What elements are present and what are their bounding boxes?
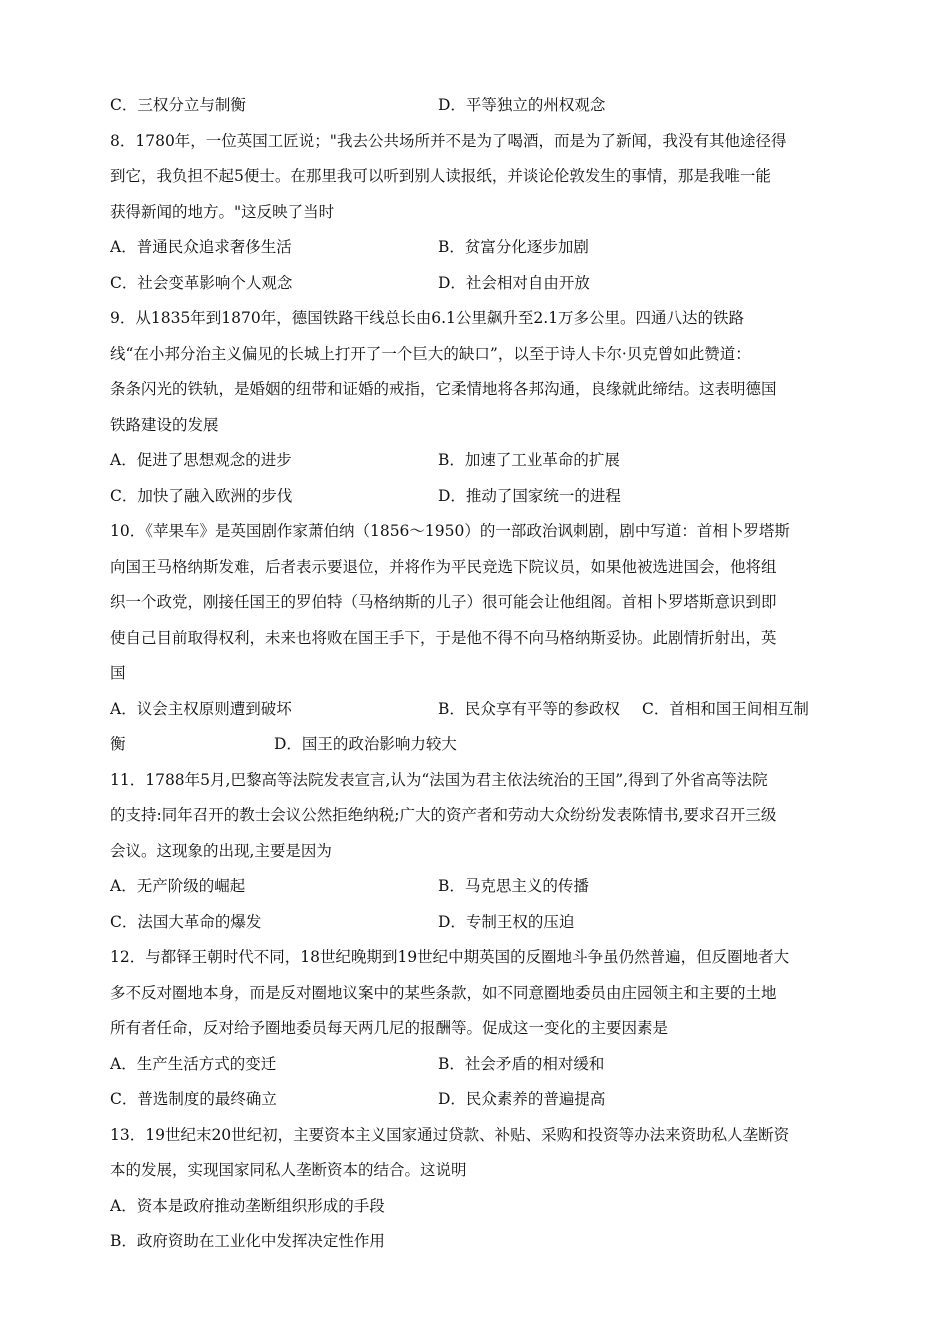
q12-option-d[interactable]: D．民众素养的普遍提高 (438, 1090, 606, 1108)
q7-option-d[interactable]: D．平等独立的州权观念 (438, 96, 606, 114)
q8-option-a[interactable]: A．普通民众追求奢侈生活 (110, 238, 292, 256)
q8-options-row-cd (110, 266, 840, 302)
q10-option-c-continued[interactable]: 衡 (110, 735, 126, 753)
question-10 (110, 514, 840, 763)
q8-stem-line: 8．1780年，一位英国工匠说；"我去公共场所并不是为了喝酒，而是为了新闻，我没有其他途径得 (110, 131, 787, 150)
q8-stem-line: 到它，我负担不起5便士。在那里我可以听到别人读报纸，并谈论伦敦发生的事情，那是我唯一能 (110, 167, 771, 185)
q10-option-d[interactable]: D．国王的政治影响力较大 (274, 735, 457, 753)
q12-option-a[interactable]: A．生产生活方式的变迁 (110, 1054, 277, 1073)
q12-stem-line: 12．与都铎王朝时代不同，18世纪晚期到19世纪中期英国的反圈地斗争虽仍然普遍，但反圈地者大 (110, 948, 790, 966)
q11-stem-line: 的支持:同年召开的教士会议公然拒绝纳税;广大的资产者和劳动大众纷纷发表陈情书,要求召开三级 (110, 806, 777, 824)
question-13 (110, 1118, 840, 1260)
q9-option-a[interactable]: A．促进了思想观念的进步 (110, 451, 292, 469)
q11-options-row-ab (110, 869, 840, 905)
q9-options-row-ab (110, 443, 840, 479)
q10-stem-line: 向国王马格纳斯发难，后者表示要退位，并将作为平民竞选下院议员，如果他被选进国会，他将组 (110, 557, 777, 576)
q9-stem-line: 铁路建设的发展 (110, 415, 219, 434)
q9-option-d[interactable]: D．推动了国家统一的进程 (438, 486, 621, 505)
q9-option-c[interactable]: C．加快了融入欧洲的步伐 (110, 486, 293, 505)
q13-stem-line: 本的发展，实现国家同私人垄断资本的结合。这说明 (110, 1161, 467, 1179)
q11-option-a[interactable]: A．无产阶级的崛起 (110, 877, 246, 895)
q11-option-d[interactable]: D．专制王权的压迫 (438, 912, 575, 931)
q8-option-d[interactable]: D．社会相对自由开放 (438, 273, 590, 292)
q8-stem-line: 获得新闻的地方。"这反映了当时 (110, 202, 335, 221)
q12-stem-line: 多不反对圈地本身，而是反对圈地议案中的某些条款，如不同意圈地委员由庄园领主和主要的土地 (110, 983, 777, 1002)
q9-stem-line: 条条闪光的铁轨，是婚姻的纽带和证婚的戒指，它柔情地将各邦沟通，良缘就此缔结。这表明德国 (110, 380, 777, 398)
q12-options-row-cd (110, 1082, 840, 1118)
q10-stem-line: 织一个政党，刚接任国王的罗伯特（马格纳斯的儿子）很可能会让他组阁。首相卜罗塔斯意识到即 (110, 593, 777, 611)
q8-options-row-ab (110, 230, 840, 266)
question-11 (110, 763, 840, 941)
q7-options-row-cd (110, 88, 840, 124)
q10-option-b[interactable]: B．民众享有平等的参政权 (438, 699, 620, 718)
q7-option-c[interactable]: C．三权分立与制衡 (110, 96, 246, 114)
q9-option-b[interactable]: B．加速了工业革命的扩展 (438, 451, 620, 469)
q10-stem-line: 国 (110, 664, 126, 682)
q13-option-b[interactable]: B．政府资助在工业化中发挥决定性作用 (110, 1232, 385, 1250)
q10-options-row-abc (110, 692, 840, 728)
q9-stem-line: 9．从1835年到1870年，德国铁路干线总长由6.1公里飙升至2.1万多公里。四通八达的铁路 (110, 309, 745, 327)
q11-option-c[interactable]: C．法国大革命的爆发 (110, 912, 262, 931)
q13-option-a[interactable]: A．资本是政府推动垄断组织形成的手段 (110, 1196, 385, 1215)
q10-stem-line: 使自己目前取得权利，未来也将败在国王手下，于是他不得不向马格纳斯妥协。此剧情折射出，英 (110, 628, 777, 647)
q12-stem-line: 所有者任命，反对给予圈地委员每天两几尼的报酬等。促成这一变化的主要因素是 (110, 1019, 669, 1037)
q13-stem-line: 13．19世纪末20世纪初，主要资本主义国家通过贷款、补贴、采购和投资等办法来资助私人垄断资 (110, 1125, 790, 1144)
question-12 (110, 940, 840, 1118)
q10-option-c[interactable]: C．首相和国王间相互制 (642, 699, 809, 718)
q12-option-b[interactable]: B．社会矛盾的相对缓和 (438, 1054, 605, 1073)
q10-option-a[interactable]: A．议会主权原则遭到破坏 (110, 699, 292, 718)
q11-option-b[interactable]: B．马克思主义的传播 (438, 877, 589, 895)
q11-options-row-cd (110, 905, 840, 941)
q11-stem-line: 会议。这现象的出现,主要是因为 (110, 841, 332, 860)
q9-options-row-cd (110, 479, 840, 515)
q11-stem-line: 11．1788年5月,巴黎高等法院发表宣言,认为“法国为君主依法统治的王国”,得到了外省高等法院 (110, 770, 768, 789)
exam-page (110, 88, 840, 1260)
q9-stem-line: 线“在小邦分治主义偏见的长城上打开了一个巨大的缺口”，以至于诗人卡尔·贝克曾如此赞道： (110, 344, 751, 363)
q12-option-c[interactable]: C．普选制度的最终确立 (110, 1090, 277, 1108)
q8-option-b[interactable]: B．贫富分化逐步加剧 (438, 238, 589, 256)
q10-options-row-d (110, 727, 840, 763)
q10-stem-line: 10．《苹果车》是英国剧作家萧伯纳（1856～1950）的一部政治讽刺剧，剧中写道：首相卜罗塔斯 (110, 522, 790, 540)
question-8 (110, 124, 840, 302)
q12-options-row-ab (110, 1047, 840, 1083)
question-9 (110, 301, 840, 514)
q8-option-c[interactable]: C．社会变革影响个人观念 (110, 273, 293, 292)
